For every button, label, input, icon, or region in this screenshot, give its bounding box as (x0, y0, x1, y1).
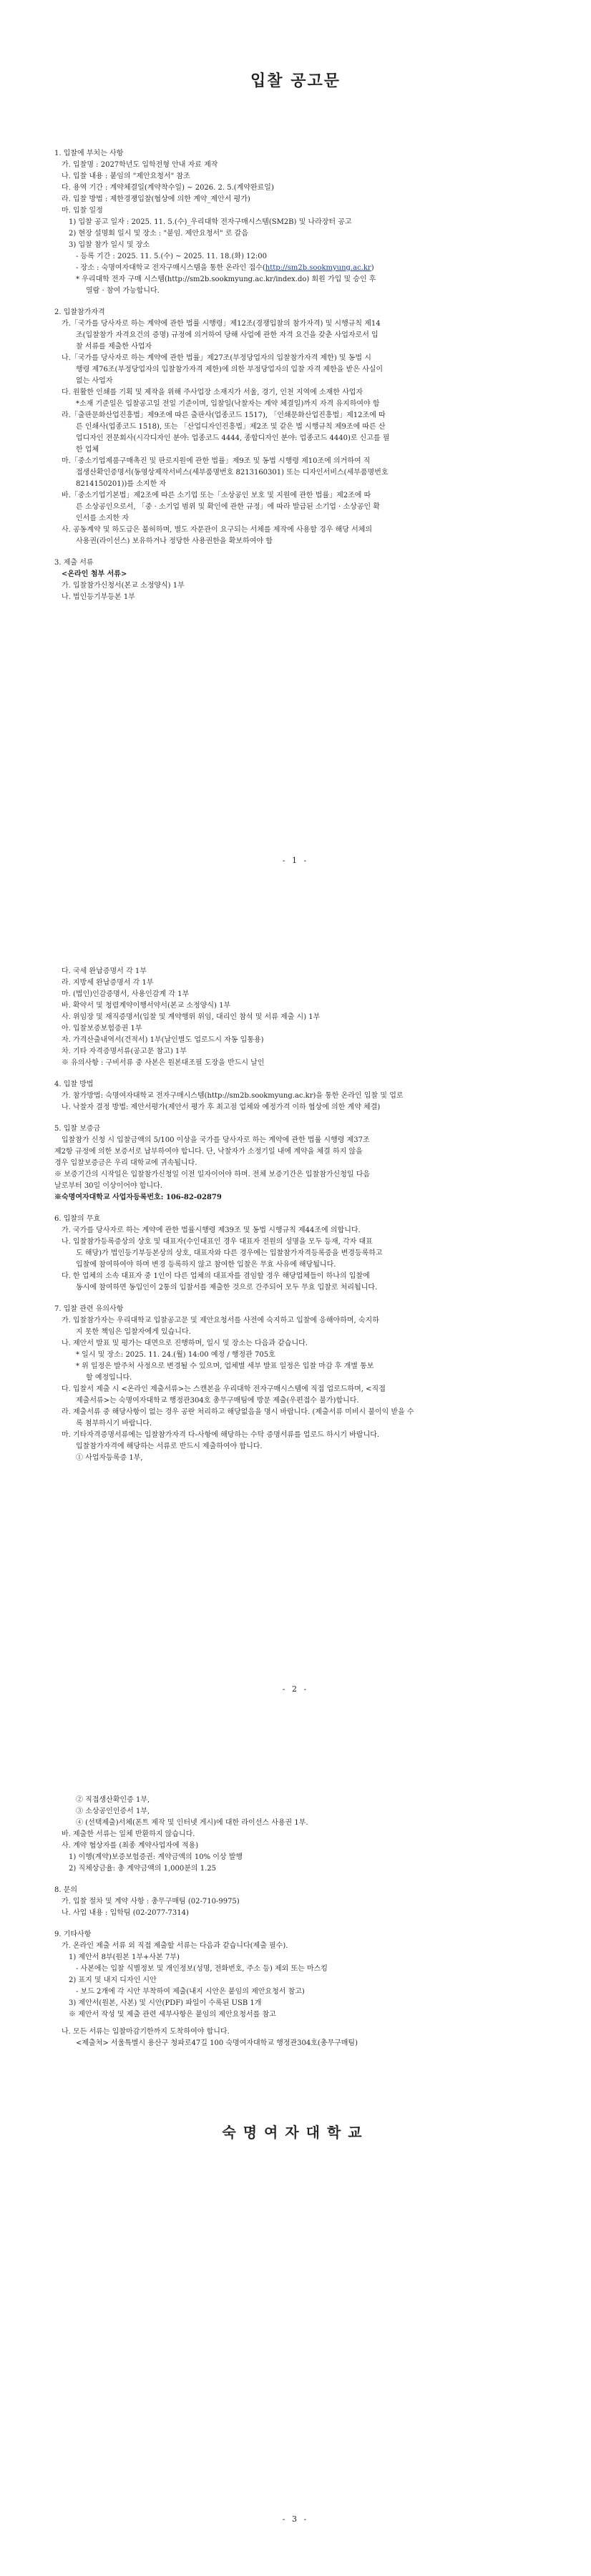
organization-name: 숙명여자대학교 (222, 2124, 369, 2141)
page-title: 입찰 공고문 (250, 72, 341, 90)
text-line: 나. 낙찰자 결정 방법: 제안서평가(제안서 평가 후 최고점 업체와 예정가격 이하 협상에 의한 계약 체결) (62, 1103, 381, 1111)
text-line: * 일시 및 장소: 2025. 11. 24.(월) 14:00 예정 / 행정관 705호 (76, 1351, 275, 1359)
text: ) (371, 264, 374, 272)
text-line: ③ 소상공인인증서 1부, (76, 1807, 150, 1815)
text-line: 바.「중소기업기본법」제2조에 따른 소기업 또는「소상공인 보호 및 지원에 관한 법률」제2조에 따 (62, 492, 371, 499)
text-line: 찰 서류를 제출한 사업자 (76, 343, 152, 351)
notice-page (0, 69, 591, 2524)
section-heading: 5. 입찰 보증금 (54, 1125, 101, 1133)
page-number: - 1 - (282, 856, 309, 865)
page-2 (0, 966, 591, 1464)
text-line: 8214150201))를 소지한 자 (76, 480, 167, 488)
note: ※ 제안서 작성 및 제출 관련 세부사항은 붙임의 제안요청서를 참고 (69, 2011, 276, 2019)
text-line: 가. 입찰참가자는 우리대학교 입찰공고문 및 제안요청서를 사전에 숙지하고 입찰에 응해야하며, 숙지하 (62, 1317, 379, 1324)
text-line: 마. (법인)인감증명서, 사용인감계 각 1부 (62, 990, 190, 998)
section-heading: 1. 입찰에 부치는 사항 (54, 150, 124, 157)
text-line: 없는 사업자 (76, 377, 113, 385)
section-heading: 4. 입찰 방법 (54, 1080, 94, 1088)
text-line: 업디자인 전문회사(시각디자인 분야: 업종코드 4444, 종합디자인 분야: 업종코드 4440)로 신고를 필 (76, 434, 390, 442)
text-line: ※ 보증기간의 시작일은 입찰참가신청일 이전 일자이어야 하며. 전체 보증기간은 입찰참가신청일 다음 (54, 1171, 371, 1179)
text-line: 다. 국세 완납증명서 각 1부 (62, 967, 147, 975)
text-line: - 사본에는 입찰 식별정보 및 개인정보(성명, 전화번호, 주소 등) 제외 또는 마스킹 (76, 1965, 328, 1973)
section-5 (54, 1123, 541, 1204)
section-9 (54, 1929, 541, 2049)
text-line: 나. 제안서 발표 및 평가는 대면으로 진행하며, 일시 및 장소는 다음과 같습니다. (62, 1340, 308, 1347)
text: - 장소 : 숙명여자대학교 전자구매시스템을 통한 온라인 접수( (76, 264, 265, 272)
page-number: - 3 - (282, 2514, 309, 2524)
text-line: 지 못한 책임은 입찰자에게 있습니다. (76, 1328, 191, 1336)
text-line: 나. 사업 내용 : 입학팀 (02-2077-7314) (62, 1909, 189, 1917)
text-line: 나. 입찰 내용 : 붙임의 "제안요청서" 참조 (62, 172, 190, 180)
text-line: *소재 기준일은 입찰공고일 전일 기준이며, 입찰일(낙찰자는 계약 체결일)까지 자격 유지하여야 함 (76, 400, 380, 408)
text-line: 록 첨부하시기 바랍니다. (76, 1420, 152, 1428)
text-line: 동시에 참여하면 동입인이 2통의 입찰서를 제출한 것으로 간주되어 모두 무효 입찰로 처리됩니다. (76, 1284, 378, 1292)
text-line: 른 인쇄사(업종코드 1518), 또는 「산업디자인진흥법」제2조 및 같은 법 시행규칙 제9조에 따른 산 (76, 423, 386, 431)
text-line: 나. 모든 서류는 입찰마감기한까지 도착하여야 합니다. (62, 2028, 230, 2036)
text-line: ② 직접생산확인증 1부, (76, 1796, 150, 1804)
section-4 (54, 1079, 541, 1113)
text-line: * 우리대학 전자 구매 시스템(http://sm2b.sookmyung.ac.kr/index.do) 회원 가입 및 승인 후 (76, 275, 376, 283)
section-heading: 6. 입찰의 무효 (54, 1215, 101, 1223)
text-line: 사. 계약 협상자를 (최종 계약사업자에 적용) (62, 1842, 199, 1850)
subheading: <온라인 첨부 서류> (62, 570, 127, 578)
text-line: 가. 참가방법: 숙명여자대학교 전자구매시스템(http://sm2b.sookmyung.ac.kr)을 통한 온라인 입찰 및 업로 (62, 1092, 404, 1100)
text-line: 마. 입찰 일정 (62, 207, 103, 215)
text-line: 할 예정입니다. (86, 1374, 132, 1382)
section-heading: 8. 문의 (54, 1886, 78, 1894)
text-line: 2) 현장 설명회 일시 및 장소 : "붙임. 제안요청서" 로 갈음 (69, 230, 248, 238)
text-line (54, 251, 541, 263)
text-line: 1) 제안서 8부(원본 1부+사본 7부) (69, 1953, 180, 1961)
text-line: 접생산확인증명서(동영상제작서비스(세부품명번호 8213160301) 또는 디자인서비스(세부품명번호 (76, 469, 389, 477)
text-line: 3) 제안서(원본, 사본) 및 시안(PDF) 파일이 수록된 USB 1개 (69, 1999, 262, 2007)
text-line: ※숙명여자대학교 사업자등록번호: 106-82-02879 (54, 1194, 222, 1201)
text-line: 다. 용역 기간 : 계약체결일(계약착수일) ~ 2026. 2. 5.(계약완료일) (62, 184, 274, 192)
section-7-cont (54, 1795, 541, 1875)
text-line: 른 소상공인으로서, 「중 · 소기업 범위 및 확인에 관한 규정」에 따라 발급된 소기업 · 소상공인 확 (76, 503, 380, 511)
text-line: 라. 입찰 방법 : 제한경쟁입찰(협상에 의한 계약_제안서 평가) (62, 195, 250, 203)
text-line: 라. 지방세 완납증명서 각 1부 (62, 979, 154, 987)
text-line: * 위 일정은 발주처 사정으로 변경될 수 있으며, 업체별 세부 발표 일정은 입찰 마감 후 개별 통보 (76, 1362, 374, 1370)
section-heading: 2. 입찰참가자격 (54, 308, 105, 316)
text-line: 인서를 소지한 자 (76, 514, 129, 522)
text-line: 마. 기타자격증명서류에는 입찰참가자격 다-사항에 해당하는 수탁 증명서류를 업로드 하시기 바랍니다. (62, 1431, 380, 1439)
text-line: 다. 입찰서 제출 시 <온라인 제출서류>는 스캔본을 우리대학 전자구매시스템에 직접 업로드하며, <직접 (62, 1385, 386, 1393)
section-3 (54, 557, 541, 603)
section-2 (54, 307, 541, 547)
page-3 (0, 1795, 591, 2142)
text-line: 제출서류>는 숙명여자대학교 행정관304호 총무구매팀에 방문 제출(우편접수 불가)합니다. (76, 1397, 359, 1405)
text-line: <제출처> 서울특별시 용산구 청파로47길 100 숙명여자대학교 행정관304호(총무구매팀) (76, 2039, 358, 2047)
text-line: 나. 입찰참가등록증상의 상호 및 대표자(수인대표인 경우 대표자 전원의 성명을 모두 등재, 각자 대표 (62, 1238, 373, 1246)
text-line (54, 263, 541, 274)
text-line: 3) 입찰 참가 일시 및 장소 (69, 241, 150, 249)
text-line: 경우 입찰보증금은 우리 대학교에 귀속됩니다. (54, 1159, 197, 1167)
text-line: 조(입찰참가 자격요건의 증명) 규정에 의거하여 당해 사업에 관한 자격 요건을 갖춘 사업자로서 입 (76, 331, 378, 339)
text-line: 사. 공동계약 및 하도급은 불허하며, 별도 자문관이 요구되는 서체를 제작에 사용할 경우 해당 서체의 (62, 526, 373, 534)
text-line: 입찰참가 신청 시 입찰금액의 5/100 이상을 국가를 당사자로 하는 계약에 관한 법률 시행령 제37조 (62, 1136, 370, 1144)
text-line: 가.「국가를 당사자로 하는 계약에 관한 법률 시행령」제12조(경쟁입찰의 참가자격) 및 시행규칙 제14 (62, 320, 381, 328)
section-heading: 9. 기타사항 (54, 1931, 92, 1938)
text-line: 나. 법인등기부등본 1부 (62, 593, 135, 601)
text-line: 사. 위임장 및 재직증명서(입찰 및 계약행위 위임, 대리인 참석 및 서류 제출 시) 1부 (62, 1013, 321, 1021)
section-1 (54, 148, 541, 297)
text-line: 1) 입찰 공고 일자 : 2025. 11. 5.(수)_우리대학 전자구매시스템(SM2B) 및 나라장터 공고 (69, 218, 352, 226)
text-line: 2) 표지 및 내지 디자인 시안 (69, 1976, 157, 1984)
text-line: 자. 가격산출내역서(견적서) 1부(날인별도 업로드시 자동 입통용) (62, 1036, 264, 1044)
section-7 (54, 1304, 541, 1464)
section-heading: 3. 제출 서류 (54, 559, 94, 567)
text-line: 바. 제출한 서류는 일체 반환하지 않습니다. (62, 1830, 195, 1838)
section-8 (54, 1885, 541, 1919)
text-line: 1) 이행(계약)보증보험증권: 계약금액의 10% 이상 발행 (69, 1853, 243, 1861)
text-line: 입찰참가자격에 해당하는 서류로 반드시 제출하여야 합니다. (76, 1443, 263, 1450)
text: - 등록 기간 : 2025. 11. 5.(수) ~ 2025. 11. 18.(화) 12:00 (76, 253, 267, 260)
text-line: - 보드 2개에 각 시안 부착하여 제출(내지 시안은 붙임의 제안요청서 참고) (76, 1988, 305, 1996)
text-line: 라.「출판문화산업진흥법」제9조에 따른 출판사(업종코드 1517), 「인쇄문화산업진흥법」제12조에 따 (62, 411, 386, 419)
text-line: 행령 제76조(부정당업자의 입찰참가자격 제한)에 의한 부정당업자의 입찰 자격 제한을 받은 사실이 (76, 366, 384, 374)
text-line: 가. 온라인 제출 서류 외 직접 제출할 서류는 다음과 같습니다(제출 필수). (62, 1942, 288, 1950)
text-line: 다. 한 업체의 소속 대표자 중 1인이 다른 업체의 대표자를 겸임할 경우 해당업체들이 하나의 입찰에 (62, 1272, 370, 1280)
page-number: - 2 - (282, 1684, 309, 1694)
text-line: 열람 · 참여 가능합니다. (86, 287, 160, 295)
text-line: 아. 입찰보증보험증권 1부 (62, 1025, 142, 1033)
text-line: 날로부터 30일 이상이어야 합니다. (54, 1182, 163, 1190)
text-line: 입찰에 참여하여야 하며 변경 등록하지 않고 참여한 입찰은 무효 사유에 해당됩니다. (76, 1261, 336, 1269)
text-line: 도 해당)가 법인등기부등본상의 상호, 대표자와 다른 경우에는 입찰참가자격등록증을 변경등록하고 (76, 1249, 383, 1257)
text-line: 바. 확약서 및 청렴계약이행서약서(본교 소정양식) 1부 (62, 1002, 231, 1010)
section-heading: 7. 입찰 관련 유의사항 (54, 1305, 124, 1313)
section-6 (54, 1214, 541, 1294)
text-line: 제2항 규정에 의한 보증서로 납부하여야 합니다. 단, 낙찰자가 소정기일 내에 계약을 체결 하지 않을 (54, 1148, 363, 1156)
text-line: 가. 입찰 절차 및 계약 사항 : 총무구매팀 (02-710-9975) (62, 1898, 240, 1906)
note: ※ 유의사항 : 구비서류 중 사본은 원본대조필 도장을 반드시 날인 (62, 1059, 265, 1067)
text-line: ④ (선택제출)서체(폰트 제작 및 인터넷 게시)에 대한 라이선스 사용권 1부. (76, 1819, 308, 1827)
text-line: 사용권(라이선스) 보유하거나 정당한 사용권한을 확보하여야 함 (76, 537, 273, 545)
text-line: 가. 입찰명 : 2027학년도 입학전형 안내 자료 제작 (62, 161, 218, 169)
section-3-cont (54, 966, 541, 1069)
text-line: 2) 직체상금율: 총 계약금액의 1,000분의 1.25 (69, 1865, 216, 1873)
text-line: ① 사업자등록증 1부, (76, 1454, 143, 1462)
text-line: 가. 국가를 당사자로 하는 계약에 관한 법률시행령 제39조 및 동법 시행규칙 제44조에 의합니다. (62, 1226, 361, 1234)
text-line: 한 업체 (76, 446, 99, 454)
text-line: 라. 제출서류 중 해당사항이 없는 경우 공란 처리하고 해당없음을 명시 바랍니다. (제출서류 미비시 불이익 받을 수 (62, 1408, 414, 1416)
text-line: 나.「국가를 당사자로 하는 계약에 관한 법률」제27조(부정당업자의 입찰참가자격 제한) 및 동법 시 (62, 354, 371, 362)
link[interactable]: http://sm2b.sookmyung.ac.kr (265, 264, 371, 272)
text-line: 마.「중소기업제품구매촉진 및 판로지원에 관한 법률」제9조 및 동법 시행령 제10조에 의거하여 직 (62, 457, 371, 465)
text-line: 다. 원활한 인쇄를 기획 및 제작을 위해 주사업장 소재지가 서울, 경기, 인천 지역에 소재한 사업자 (62, 389, 363, 396)
text-line: 차. 기타 자격증명서류(공고문 참고) 1부 (62, 1048, 187, 1055)
text-line: 가. 입찰참가신청서(본교 소정양식) 1부 (62, 582, 185, 590)
